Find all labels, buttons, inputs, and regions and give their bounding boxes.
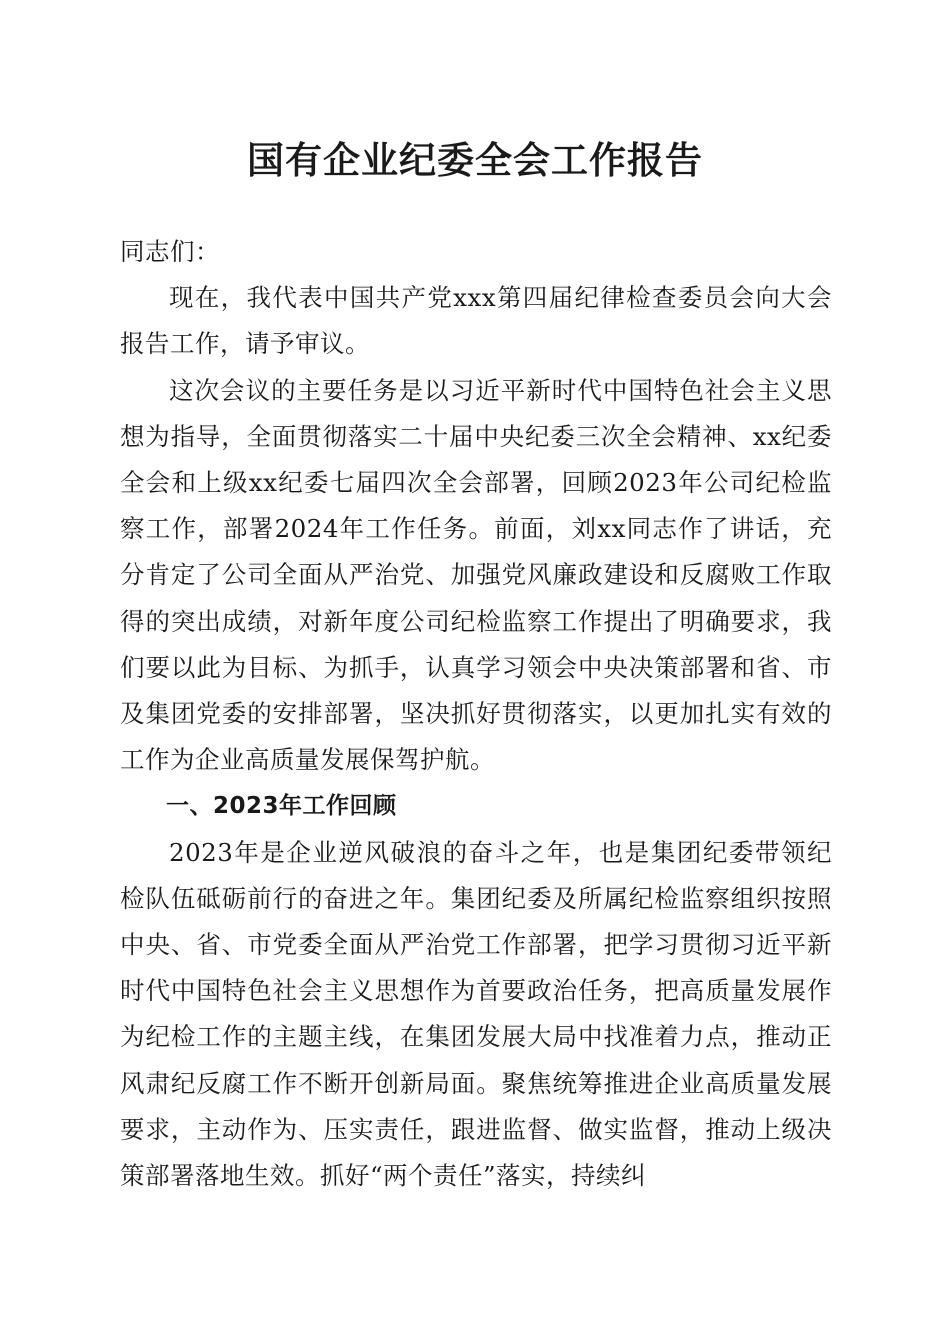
greeting: 同志们： [120, 237, 220, 266]
paragraph-review: 2023年是企业逆风破浪的奋斗之年，也是集团纪委带领纪检队伍砥砺前行的奋进之年。集团纪委及所属纪检监察组织按照中央、省、市党委全面从严治党工作部署，把学习贯彻习近平新时代中国特色社会主义思想作为首要政治任务，把高质量发展作为纪检工作的主题主线，在集团发展大局中找准着力点，推动正风肃纪反腐工作不断开创新局面。聚焦统筹推进企业高质量发展要求，主动作为、压实责任，跟进监督、做实监督，推动上级决策部署落地生效。抓好“两个责任”落实，持续纠 [120, 837, 832, 1191]
paragraph-tasks: 这次会议的主要任务是以习近平新时代中国特色社会主义思想为指导，全面贯彻落实二十届中央纪委三次全会精神、xx纪委全会和上级xx纪委七届四次全会部署，回顾2023年公司纪检监察工作，部署2024年工作任务。前面，刘xx同志作了讲话，充分肯定了公司全面从严治党、加强党风廉政建设和反腐败工作取得的突出成绩，对新年度公司纪检监察工作提出了明确要求，我们要以此为目标、为抓手，认真学习领会中央决策部署和省、市及集团党委的安排部署，坚决抓好贯彻落实，以更加扎实有效的工作为企业高质量发展保驾护航。 [120, 375, 832, 775]
section-heading: 一、2023年工作回顾 [166, 793, 397, 820]
paragraph-intro: 现在，我代表中国共产党xxx第四届纪律检查委员会向大会报告工作，请予审议。 [120, 283, 832, 359]
document-title: 国有企业纪委全会工作报告 [247, 138, 703, 182]
document-body [120, 229, 832, 1199]
